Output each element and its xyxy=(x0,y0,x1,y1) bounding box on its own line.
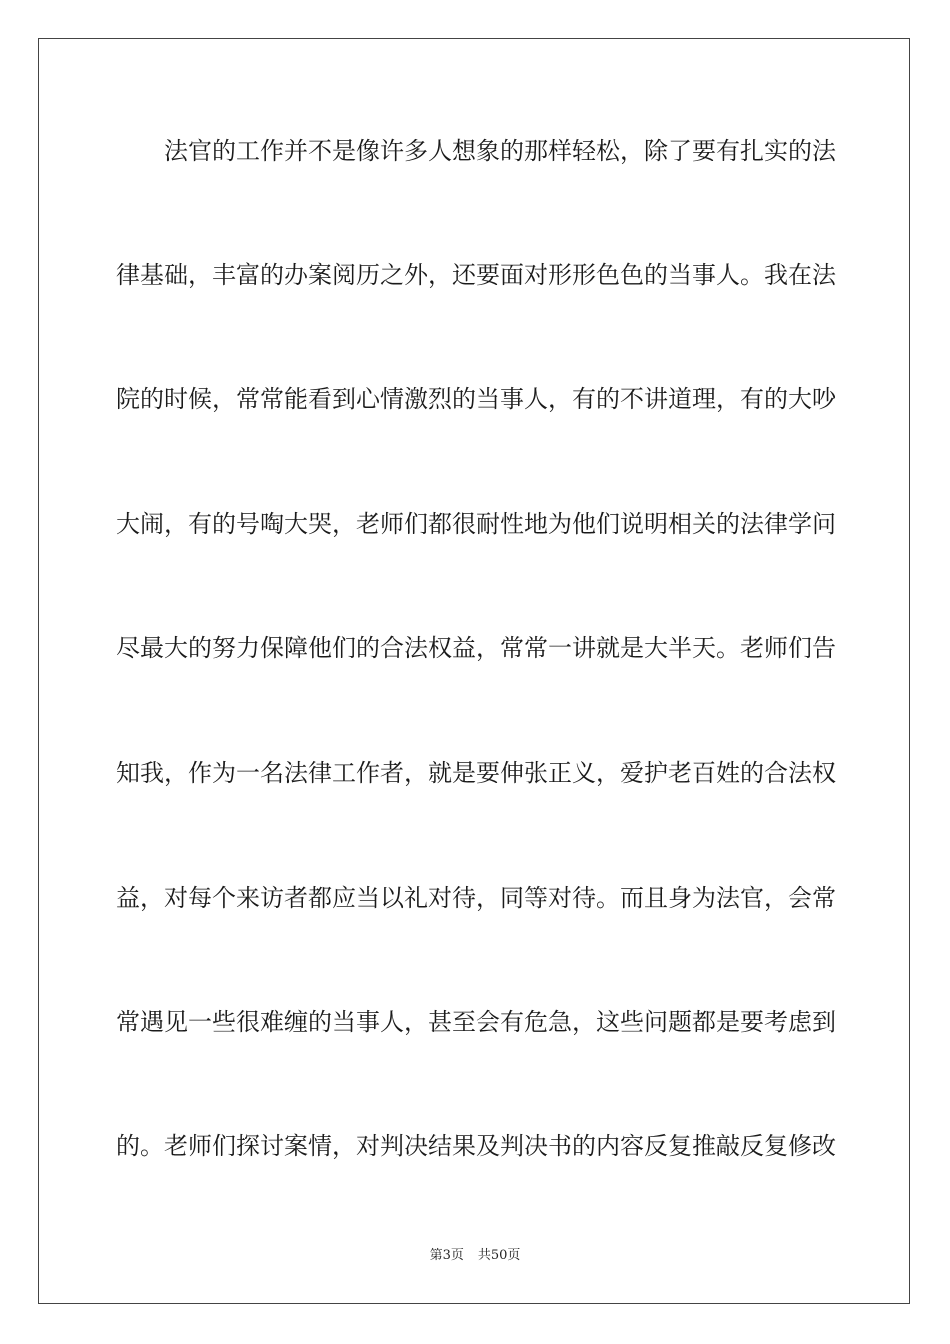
page-footer xyxy=(0,1248,950,1264)
text-line: 法官的工作并不是像许多人想象的那样轻松，除了要有扎实的法 xyxy=(164,137,836,165)
page-total: 共50页 xyxy=(477,1248,521,1263)
text-line: 的。老师们探讨案情，对判决结果及判决书的内容反复推敲反复修改 xyxy=(116,1132,836,1160)
text-line: 尽最大的努力保障他们的合法权益，常常一讲就是大半天。老师们告 xyxy=(116,634,836,662)
text-line: 律基础，丰富的办案阅历之外，还要面对形形色色的当事人。我在法 xyxy=(116,261,836,289)
text-line: 益，对每个来访者都应当以礼对待，同等对待。而且身为法官，会常 xyxy=(116,884,836,912)
page-number: 第3页 xyxy=(429,1248,464,1263)
page-border xyxy=(38,38,910,1304)
text-line: 大闹，有的号啕大哭，老师们都很耐性地为他们说明相关的法律学问 xyxy=(116,510,836,538)
text-line: 院的时候，常常能看到心情激烈的当事人，有的不讲道理，有的大吵 xyxy=(116,385,836,413)
text-line: 常遇见一些很难缠的当事人，甚至会有危急，这些问题都是要考虑到 xyxy=(116,1008,836,1036)
text-line: 知我，作为一名法律工作者，就是要伸张正义，爱护老百姓的合法权 xyxy=(116,759,836,787)
